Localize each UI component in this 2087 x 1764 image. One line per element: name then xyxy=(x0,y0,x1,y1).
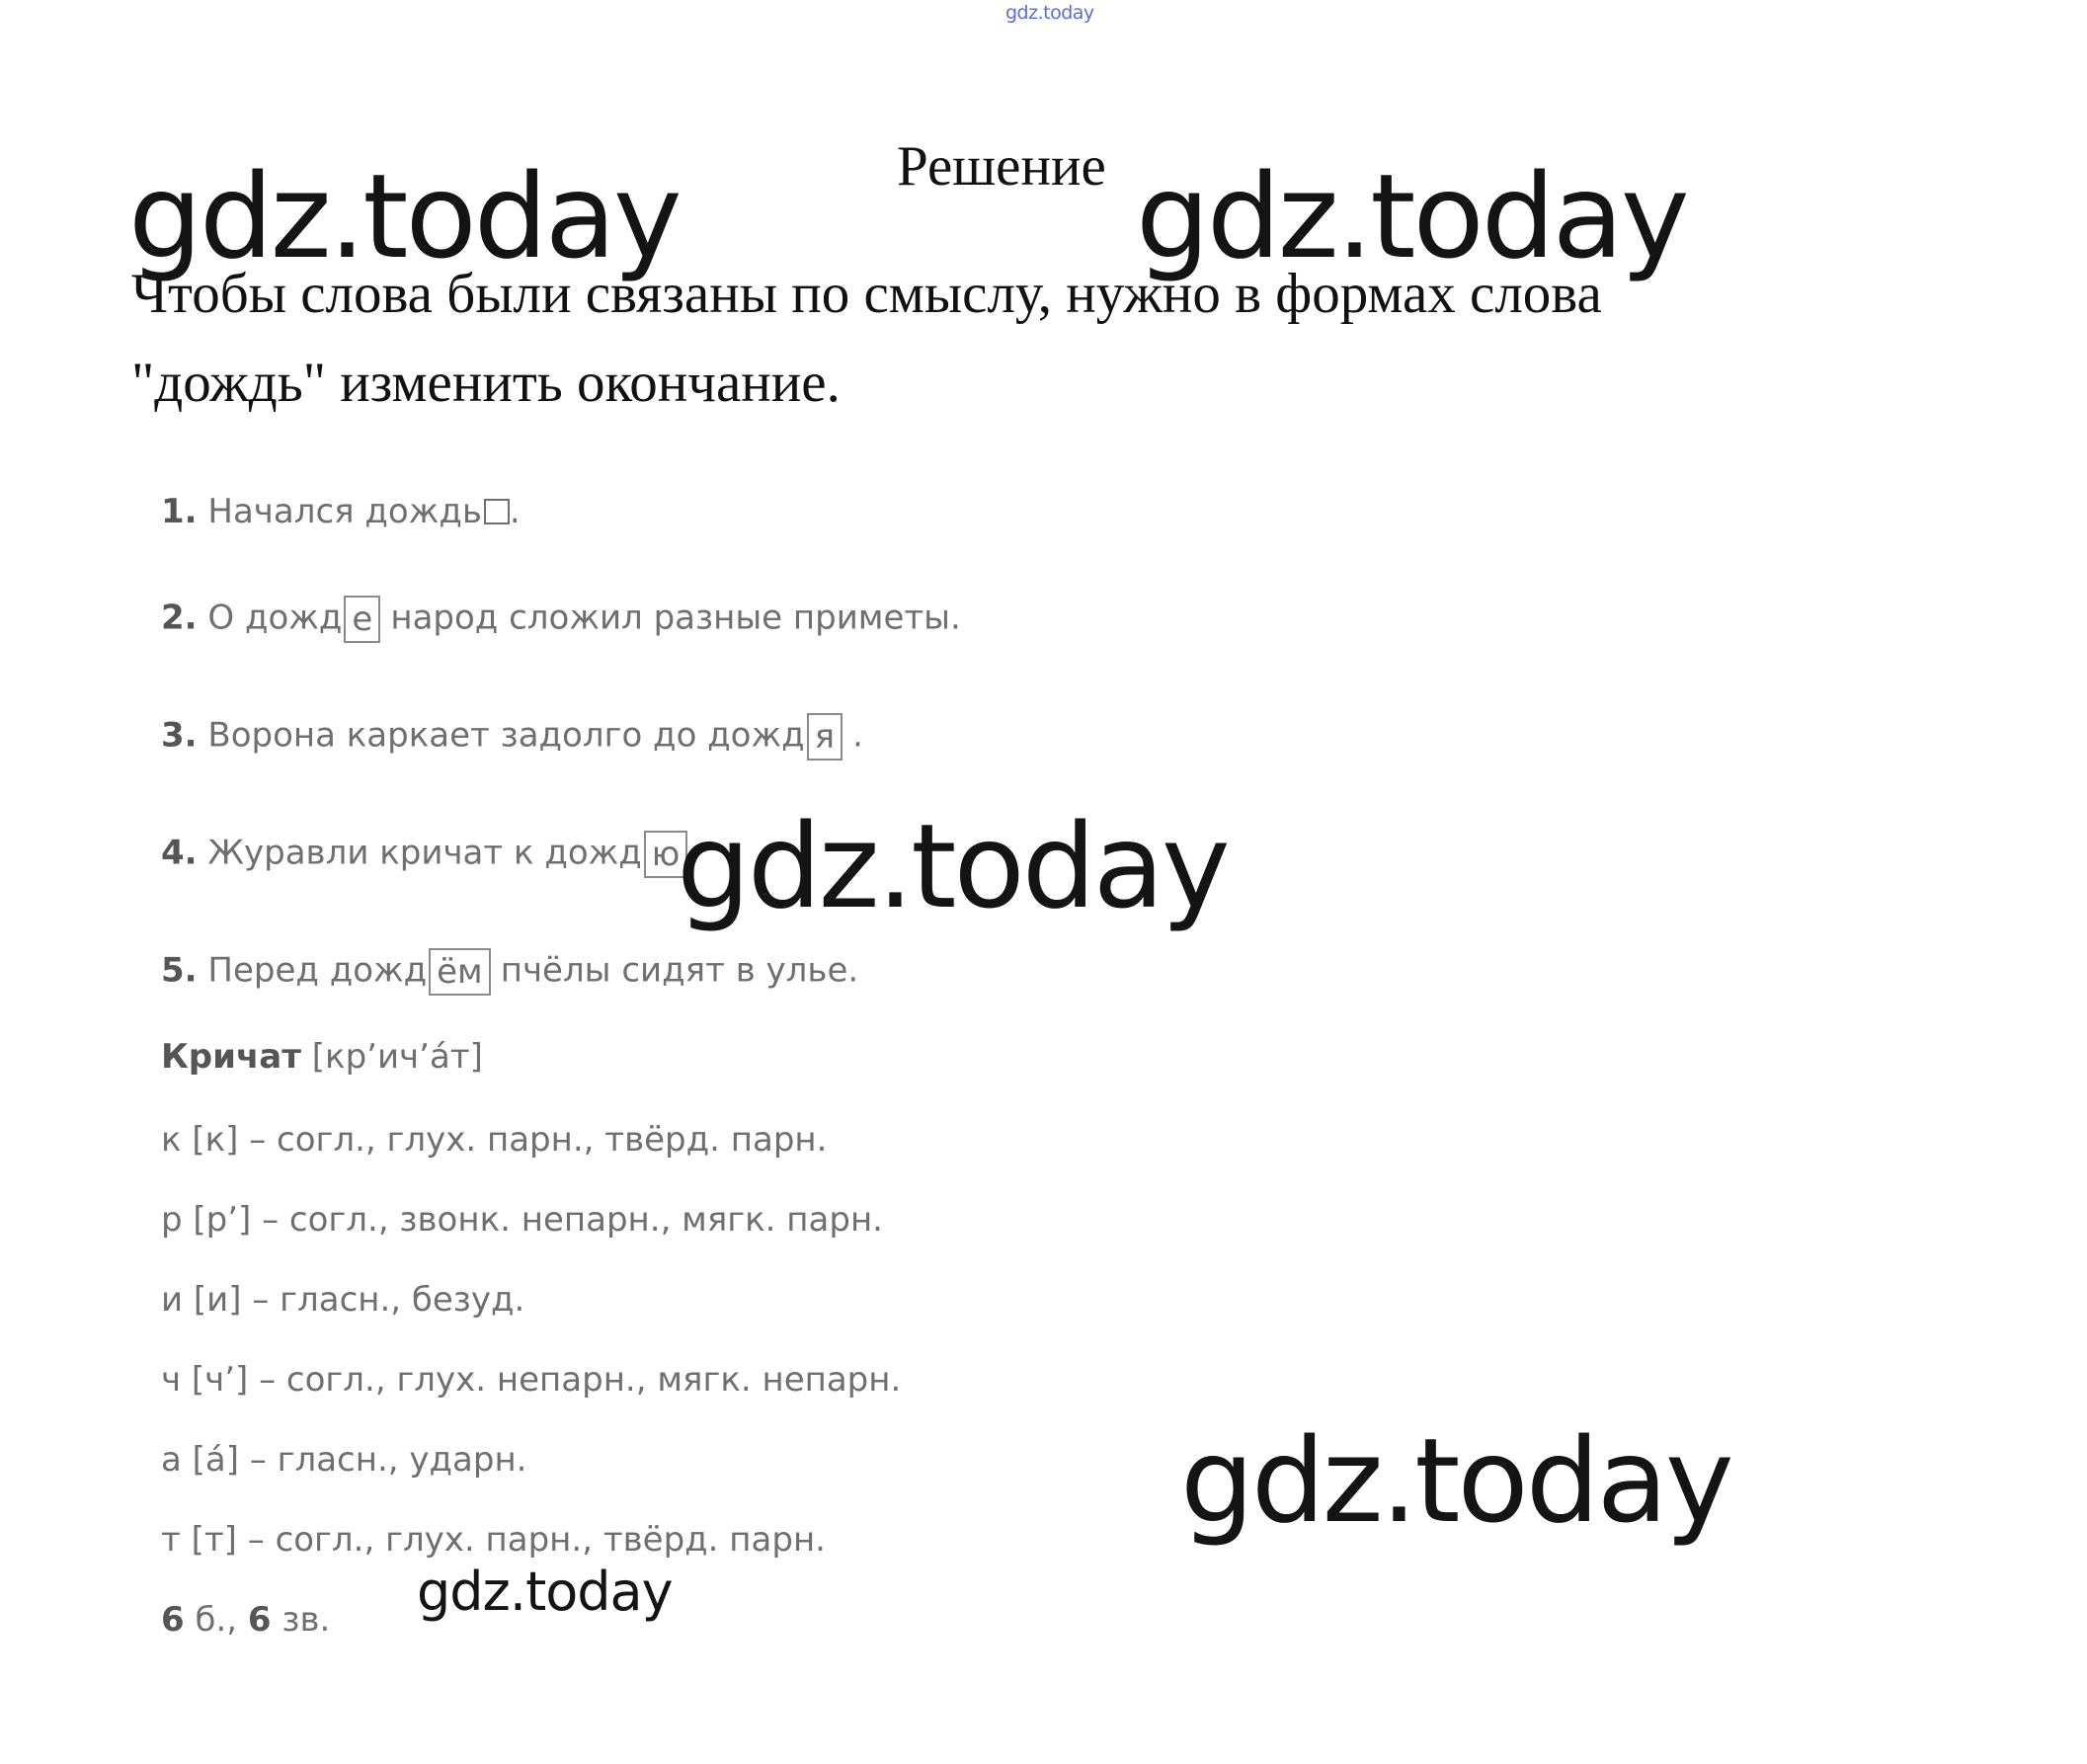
sentence-text: Журавли кричат к дожд xyxy=(207,833,642,873)
sentence-text: Ворона каркает задолго до дожд xyxy=(207,715,805,756)
letters-unit: б., xyxy=(195,1600,238,1640)
sentence-number: 5. xyxy=(161,950,198,991)
sentence-text: Перед дожд xyxy=(207,950,428,991)
sentence-1 xyxy=(161,492,521,531)
sounds-count: 6 xyxy=(247,1600,272,1640)
sounds-unit: зв. xyxy=(281,1600,331,1640)
sentence-text: О дожд xyxy=(207,598,343,638)
letter-row: р [р’] – согл., звонк. непарн., мягк. парн. xyxy=(161,1200,883,1240)
sentence-number: 2. xyxy=(161,598,198,638)
count-summary xyxy=(161,1600,330,1640)
letter-row: к [к] – согл., глух. парн., твёрд. парн. xyxy=(161,1120,828,1160)
sentence-text: Начался дождь xyxy=(207,492,482,531)
intro-line-1: Чтобы слова были связаны по смыслу, нужно в формах слова xyxy=(131,263,1602,325)
letter-row: и [и] – гласн., безуд. xyxy=(161,1280,525,1320)
sentence-number: 3. xyxy=(161,715,198,756)
intro-line-2: "дождь" изменить окончание. xyxy=(131,352,841,414)
watermark-bottom-right: gdz.today xyxy=(1180,1412,1731,1549)
analysis-word: Кричат xyxy=(161,1037,301,1077)
letter-row: т [т] – согл., глух. парн., твёрд. парн. xyxy=(161,1520,826,1560)
sentence-5 xyxy=(161,948,858,996)
letters-count: 6 xyxy=(161,1600,185,1640)
sentence-tail: народ сложил разные приметы. xyxy=(390,598,961,638)
sentence-2 xyxy=(161,596,961,643)
ending-box: е xyxy=(344,596,380,643)
sentence-4 xyxy=(161,831,697,878)
watermark-left: gdz.today xyxy=(128,148,680,284)
sentence-number: 4. xyxy=(161,833,198,873)
letter-row: ч [ч’] – согл., глух. непарн., мягк. непарн. xyxy=(161,1360,902,1400)
sentence-number: 1. xyxy=(161,492,198,531)
page-title: Решение xyxy=(897,135,1106,198)
sentence-tail: . xyxy=(509,492,521,531)
ending-box: ём xyxy=(429,948,491,996)
watermark-middle: gdz.today xyxy=(677,798,1228,934)
analysis-heading xyxy=(161,1037,483,1077)
watermark-bottom-small: gdz.today xyxy=(417,1561,673,1623)
ending-box: я xyxy=(807,713,843,761)
watermark-right: gdz.today xyxy=(1136,148,1687,284)
analysis-transcription: [кр’ич’áт] xyxy=(311,1037,483,1077)
top-watermark: gdz.today xyxy=(1005,2,1094,24)
sentence-tail: . xyxy=(852,715,863,756)
sentence-3 xyxy=(161,713,863,761)
sentence-tail: пчёлы сидят в улье. xyxy=(500,950,859,991)
empty-ending-box xyxy=(484,499,510,524)
letter-row: а [á] – гласн., ударн. xyxy=(161,1440,527,1480)
ending-box: ю xyxy=(644,831,688,878)
